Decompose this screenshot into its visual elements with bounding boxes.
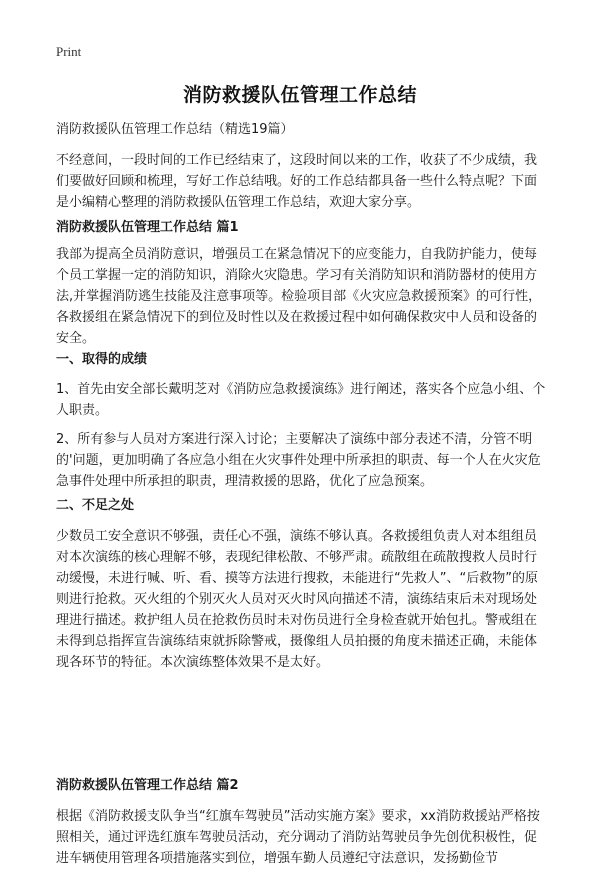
section-paragraph: 少数员工安全意识不够强，责任心不强，演练不够认真。各救援组负责人对本组组员对本次演练的核心理解不够，表现纪律松散、不够严肃。疏散组在疏散搜救人员时行动缓慢，未进行喊、听、看、摸等方法进行搜救，未能进行“先救人”、“后救物”的原则进行抢救。灭火组的个别灭火人员对灭火时风向描述不清，演练结束后未对现场处理进行描述。救护组人员在抢救伤员时未对伤员进行全身检查就开始包扎。警戒组在未得到总指挥宣告演练结束就拆除警戒，摄像组人员拍摄的角度未描述正确，未能体现各环节的特征。本次演练整体效果不是太好。	[56, 529, 538, 670]
section-heading: 消防救援队伍管理工作总结 篇1	[56, 220, 239, 235]
intro-paragraph: 不经意间，一段时间的工作已经结束了，这段时间以来的工作，收获了不少成绩，我们要做好回顾和梳理，写好工作总结哦。好的工作总结都具备一些什么特点呢？下面是小编精心整理的消防救援队伍管理工作总结，欢迎大家分享。	[56, 153, 538, 210]
section-heading: 二、不足之处	[56, 498, 135, 513]
page-title: 消防救援队伍管理工作总结	[182, 84, 417, 106]
section-paragraph: 我部为提高全员消防意识，增强员工在紧急情况下的应变能力，自我防护能力，使每个员工掌握一定的消防知识，消除火灾隐患。学习有关消防知识和消防器材的使用方法,并掌握消防逃生技能及注意事项等。检验项目部《火灾应急救援预案》的可行性，各救援组在紧急情况下的到位及时性以及在救援过程中如何确保救灾中人员和设备的安全。	[56, 247, 542, 346]
section-paragraph: 根据《消防救援支队争当“红旗车驾驶员”活动实施方案》要求，xx消防救援站严格按照相关，通过评选红旗车驾驶员活动，充分调动了消防站驾驶员争先创优积极性，促进车辆使用管理各项措施落实到位，增强车勤人员遵纪守法意识，发扬勤俭节	[56, 809, 540, 866]
section-heading: 消防救援队伍管理工作总结 篇2	[56, 778, 239, 793]
document-subtitle: 消防救援队伍管理工作总结（精选19篇）	[56, 122, 294, 137]
section-paragraph: 1、首先由安全部长戴明芝对《消防应急救援演练》进行阐述，落实各个应急小组、个人职责。	[56, 382, 546, 418]
print-link[interactable]: Print	[56, 44, 82, 59]
section-paragraph: 2、所有参与人员对方案进行深入讨论；主要解决了演练中部分表述不清，分管不明的'问题，更加明确了各应急小组在火灾事件处理中所承担的职责、每一个人在火灾危急事件处理中所承担的职责，理清救援的思路，优化了应急预案。	[56, 432, 541, 489]
section-heading: 一、取得的成绩	[56, 352, 148, 367]
